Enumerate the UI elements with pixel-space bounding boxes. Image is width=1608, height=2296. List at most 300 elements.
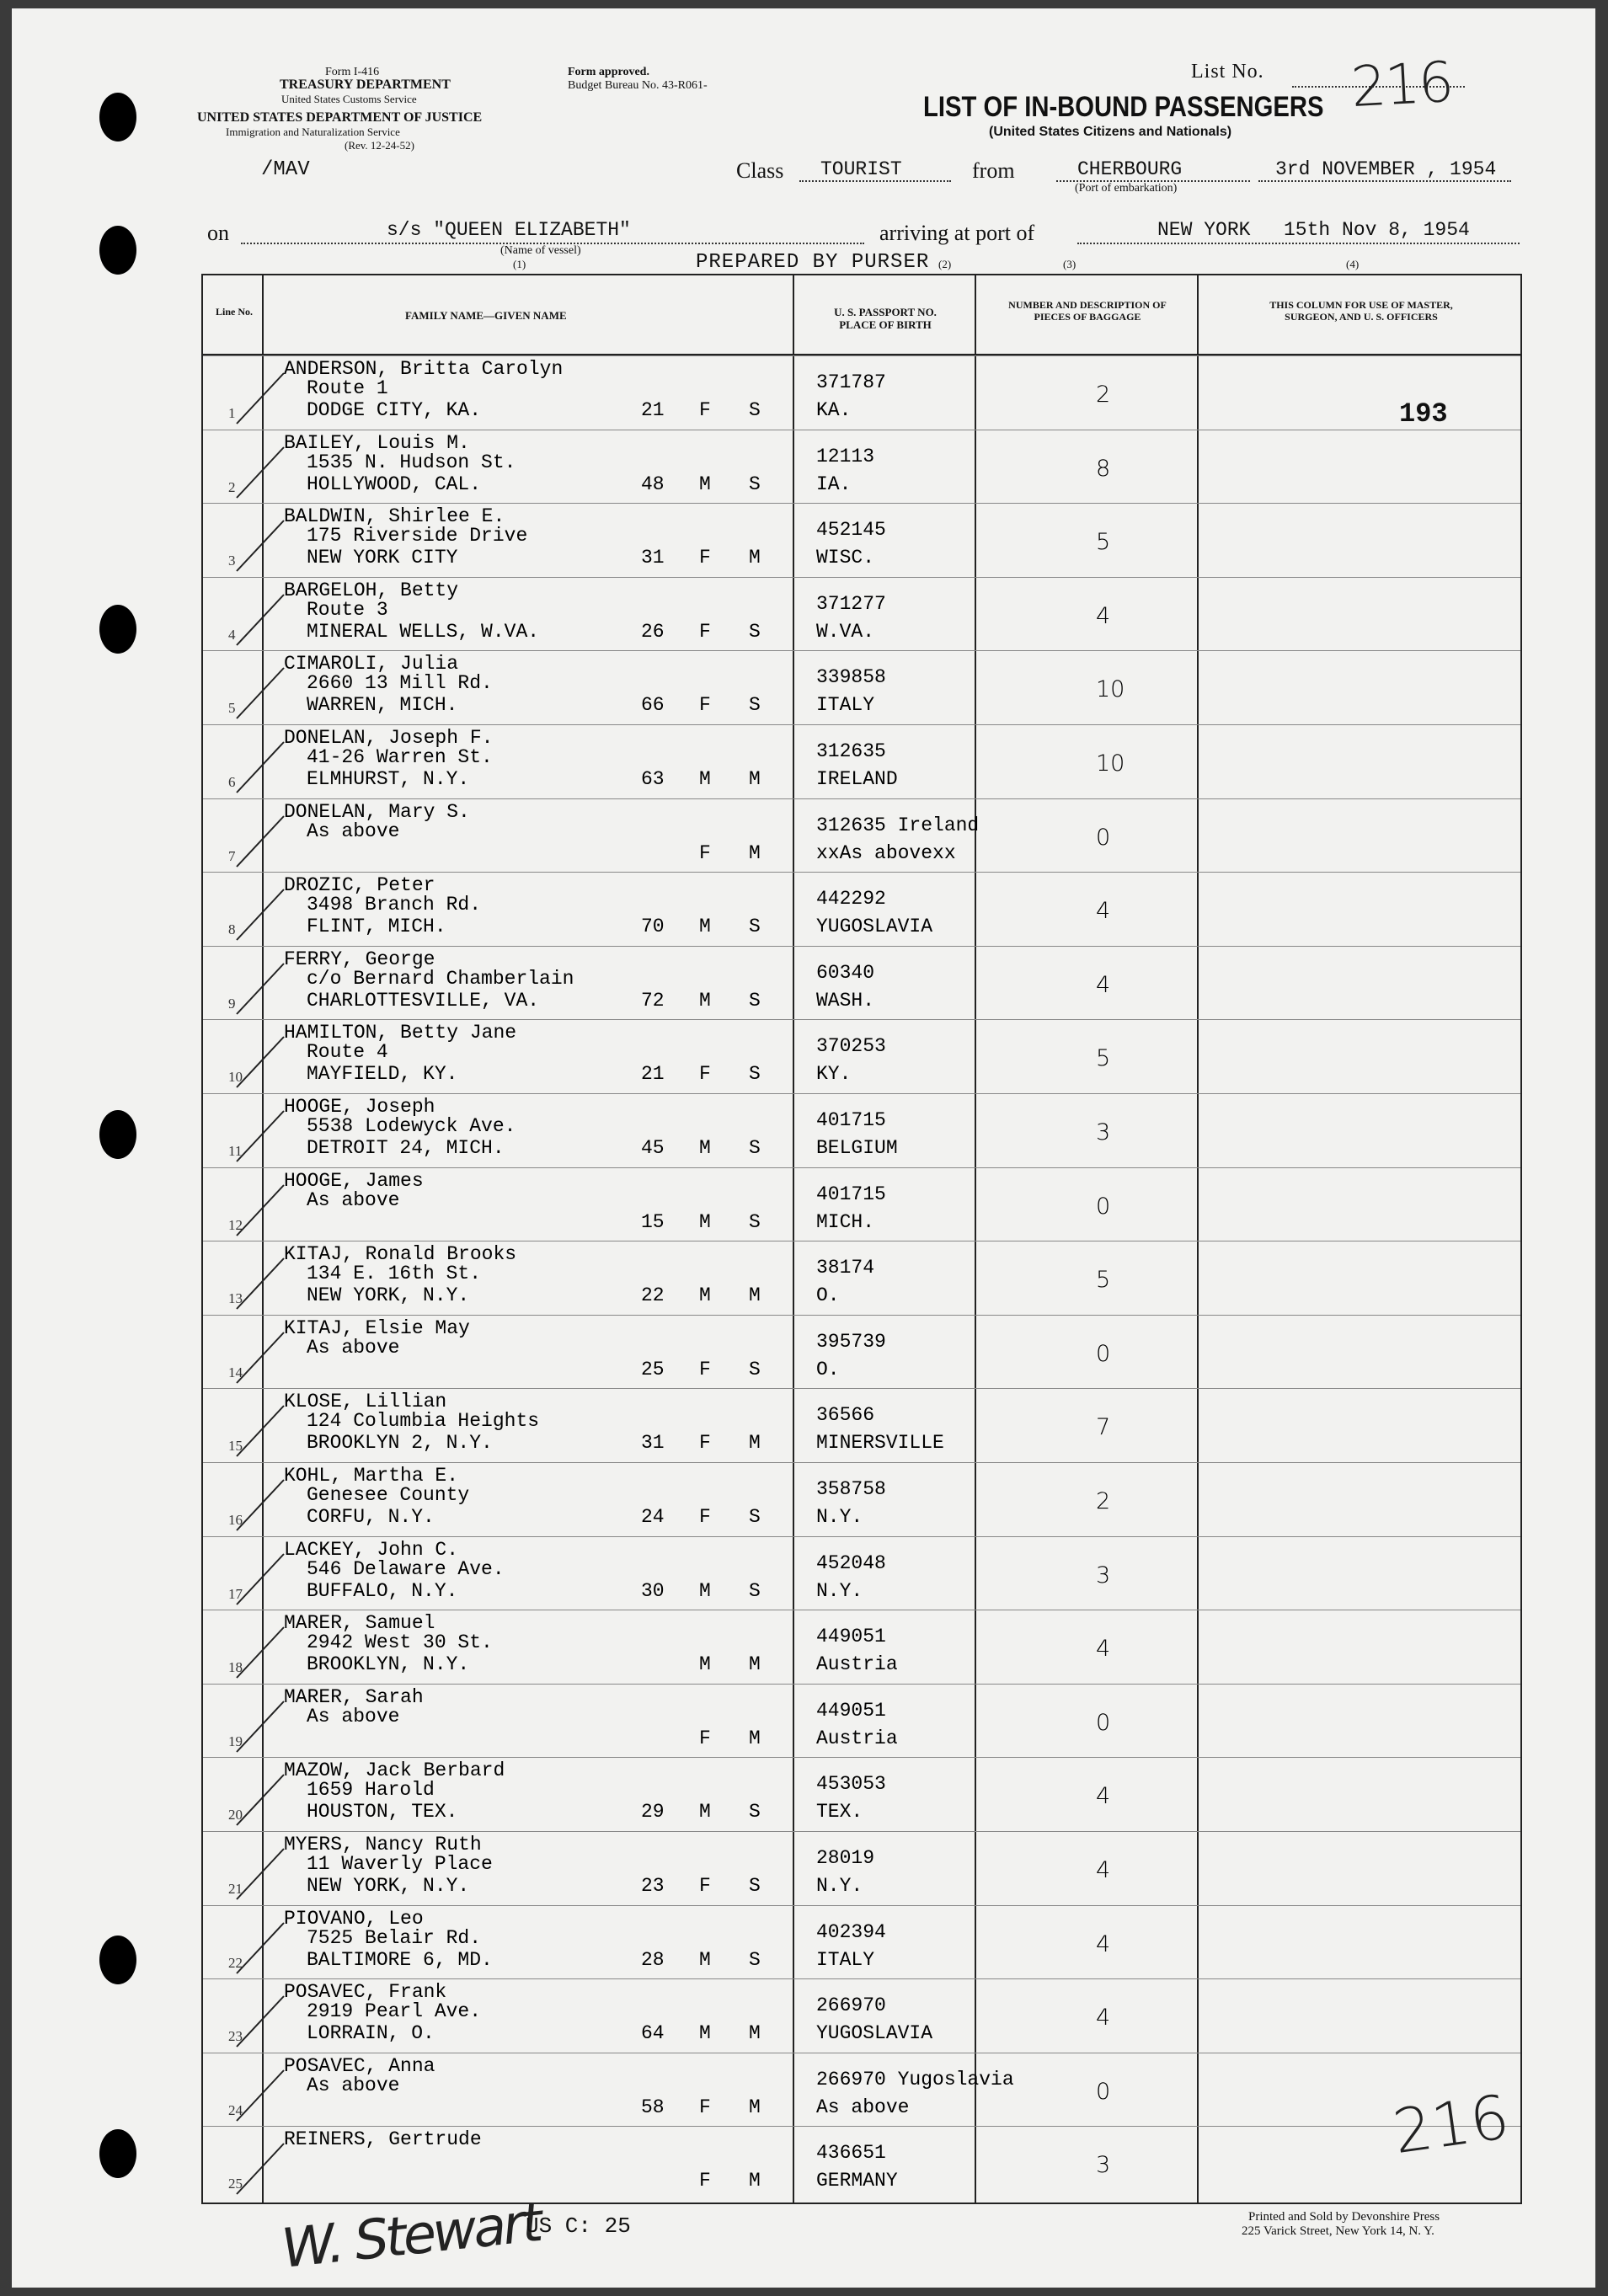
caption-3: (3) (1063, 258, 1076, 270)
passport-number: 339858 (816, 666, 886, 689)
table-row (203, 1019, 1520, 1092)
sex: F (699, 2096, 711, 2118)
total-handwritten: 216 (1388, 2080, 1514, 2168)
check-mark (203, 356, 304, 429)
marital-status: M (749, 1727, 761, 1749)
city-state: MINERAL WELLS, W.VA. (307, 620, 540, 643)
header-passport: U. S. PASSPORT NO. PLACE OF BIRTH (834, 306, 937, 331)
city-state: BALTIMORE 6, MD. (307, 1948, 493, 1971)
sex: M (699, 1284, 711, 1307)
from-label: from (972, 158, 1015, 183)
age: 23 (641, 1875, 665, 1897)
passport-number: 371787 (816, 371, 886, 393)
clerk-initials: /MAV (261, 158, 310, 181)
caption-2: (2) (938, 258, 952, 270)
check-mark (203, 1241, 304, 1314)
table-row (203, 1167, 1520, 1241)
class-label: Class (736, 158, 784, 183)
purser-signature: W. Stewart (278, 2192, 542, 2281)
marital-status: S (749, 1506, 761, 1528)
departure-date: 3rd NOVEMBER , 1954 (1275, 158, 1497, 180)
baggage-count: 0 (1096, 824, 1111, 851)
place-of-birth: As above (816, 2096, 910, 2118)
city-state: HOUSTON, TEX. (307, 1801, 458, 1823)
place-of-birth: ITALY (816, 1948, 875, 1971)
marital-status: S (749, 694, 761, 717)
passport-number: 312635 (816, 740, 886, 762)
ins-label: Immigration and Naturalization Service (226, 125, 400, 138)
passport-number: 12113 (816, 445, 875, 467)
marital-status: M (749, 1284, 761, 1307)
address-line: c/o Bernard Chamberlain (307, 967, 574, 990)
marital-status: M (749, 2022, 761, 2045)
marital-status: M (749, 768, 761, 790)
check-mark (203, 578, 304, 650)
passport-number: 452145 (816, 519, 886, 542)
check-mark (203, 2127, 304, 2199)
baggage-count: 10 (1096, 676, 1125, 703)
age: 30 (641, 1579, 665, 1602)
marital-status: S (749, 620, 761, 643)
baggage-count: 2 (1096, 382, 1111, 408)
sex: F (699, 399, 711, 421)
address-line: 134 E. 16th St. (307, 1263, 482, 1285)
line-number: 23 (228, 2028, 243, 2045)
passport-number: 401715 (816, 1109, 886, 1131)
line-number: 24 (228, 2101, 243, 2118)
vessel-caption: (Name of vessel) (500, 244, 581, 257)
header-line-no: Line No. (215, 306, 253, 318)
document-title: LIST OF IN-BOUND PASSENGERS (923, 91, 1324, 123)
address-line: 2942 West 30 St. (307, 1631, 493, 1654)
check-mark (203, 947, 304, 1019)
baggage-count: 0 (1096, 1709, 1111, 1736)
baggage-count: 4 (1096, 602, 1111, 629)
passenger-name: BALDWIN, Shirlee E. (284, 505, 505, 528)
table-row (203, 355, 1520, 429)
passenger-name: ANDERSON, Britta Carolyn (284, 358, 564, 380)
class-line (799, 180, 951, 182)
baggage-count: 5 (1096, 1045, 1111, 1072)
marital-status: S (749, 1948, 761, 1971)
address-line: 41-26 Warren St. (307, 746, 493, 768)
place-of-birth: O. (816, 1358, 840, 1380)
age: 31 (641, 1432, 665, 1455)
table-row (203, 1684, 1520, 1757)
passport-number: 449051 (816, 1699, 886, 1722)
baggage-count: 5 (1096, 529, 1111, 556)
line-number: 14 (228, 1364, 243, 1380)
marital-status: S (749, 916, 761, 938)
line-number: 15 (228, 1438, 243, 1455)
vessel-name: s/s "QUEEN ELIZABETH" (387, 219, 631, 241)
passenger-name: FERRY, George (284, 948, 435, 970)
arrival-port: NEW YORK (1157, 219, 1251, 241)
baggage-count: 4 (1096, 1636, 1111, 1663)
place-of-birth: N.Y. (816, 1506, 863, 1528)
marital-status: S (749, 989, 761, 1012)
place-of-birth: GERMANY (816, 2170, 898, 2192)
place-of-birth: ITALY (816, 694, 875, 717)
baggage-count: 3 (1096, 2152, 1111, 2179)
passport-number: 266970 (816, 1994, 886, 2017)
table-row (203, 1757, 1520, 1830)
us-citizen-count: US C: 25 (526, 2213, 631, 2239)
check-mark (203, 1610, 304, 1683)
age: 25 (641, 1358, 665, 1380)
table-row (203, 2053, 1520, 2126)
check-mark (203, 1758, 304, 1830)
sex: M (699, 2022, 711, 2045)
table-row (203, 798, 1520, 872)
passenger-name: BAILEY, Louis M. (284, 431, 470, 454)
place-of-birth: WASH. (816, 989, 875, 1012)
port-embark-caption: (Port of embarkation) (1075, 182, 1178, 195)
sex: M (699, 1210, 711, 1233)
age: 26 (641, 620, 665, 643)
address-line: 7525 Belair Rd. (307, 1926, 482, 1949)
on-label: on (207, 221, 229, 245)
baggage-count: 4 (1096, 898, 1111, 925)
baggage-count: 3 (1096, 1119, 1111, 1145)
check-mark (203, 1537, 304, 1610)
baggage-count: 4 (1096, 1857, 1111, 1883)
marital-status: M (749, 1653, 761, 1676)
place-of-birth: Austria (816, 1653, 898, 1676)
address-line: As above (307, 2074, 400, 2096)
address-line: 1659 Harold (307, 1779, 435, 1802)
place-of-birth: N.Y. (816, 1875, 863, 1897)
check-mark (203, 1168, 304, 1241)
sex: F (699, 1063, 711, 1086)
marital-status: M (749, 1432, 761, 1455)
officer-note: 193 (1399, 398, 1448, 430)
place-of-birth: YUGOSLAVIA (816, 2022, 933, 2045)
line-number: 4 (228, 626, 236, 643)
place-of-birth: N.Y. (816, 1579, 863, 1602)
baggage-count: 0 (1096, 1193, 1111, 1220)
age: 72 (641, 989, 665, 1012)
address-line: 5538 Lodewyck Ave. (307, 1115, 516, 1137)
city-state: BUFFALO, N.Y. (307, 1579, 458, 1602)
header-officers: THIS COLUMN FOR USE OF MASTER, SURGEON, AND U. S. OFFICERS (1269, 299, 1453, 323)
table-row (203, 650, 1520, 724)
place-of-birth: IRELAND (816, 768, 898, 790)
table-row (203, 724, 1520, 798)
table-row (203, 1241, 1520, 1314)
baggage-count: 4 (1096, 2005, 1111, 2032)
sex: F (699, 1432, 711, 1455)
table-row (203, 430, 1520, 503)
place-of-birth: O. (816, 1284, 840, 1307)
passenger-name: KITAJ, Ronald Brooks (284, 1243, 517, 1266)
arrival-line (1077, 243, 1520, 244)
check-mark (203, 1979, 304, 2052)
sex: F (699, 620, 711, 643)
passport-number: 266970 Yugoslavia (816, 2068, 1014, 2090)
line-number: 12 (228, 1216, 243, 1233)
punch-hole (99, 2129, 136, 2178)
punch-hole (99, 1110, 136, 1159)
passport-number: 312635 Ireland (816, 814, 980, 836)
table-row (203, 1978, 1520, 2052)
address-line: 1535 N. Hudson St. (307, 451, 516, 473)
age: 45 (641, 1137, 665, 1159)
sex: F (699, 547, 711, 569)
check-mark (203, 1020, 304, 1092)
address-line: 124 Columbia Heights (307, 1410, 540, 1433)
sex: M (699, 768, 711, 790)
baggage-count: 0 (1096, 2078, 1111, 2105)
age: 64 (641, 2022, 665, 2045)
marital-status: M (749, 2096, 761, 2118)
passport-number: 36566 (816, 1404, 875, 1427)
form-number: Form I-416 (325, 66, 380, 78)
check-mark (203, 799, 304, 872)
line-number: 1 (228, 405, 236, 421)
line-number: 22 (228, 1954, 243, 1971)
city-state: BROOKLYN, N.Y. (307, 1653, 470, 1676)
city-state: MAYFIELD, KY. (307, 1063, 458, 1086)
table-row (203, 577, 1520, 650)
list-number-label: List No. (1191, 61, 1264, 83)
marital-status: M (749, 841, 761, 864)
passenger-name: KOHL, Martha E. (284, 1465, 459, 1487)
age: 58 (641, 2096, 665, 2118)
age: 15 (641, 1210, 665, 1233)
passport-number: 449051 (816, 1626, 886, 1648)
prepared-by: PREPARED BY PURSER (696, 251, 930, 274)
sex: M (699, 473, 711, 495)
check-mark (203, 651, 304, 724)
check-mark (203, 1906, 304, 1978)
place-of-birth: KY. (816, 1063, 852, 1086)
baggage-count: 4 (1096, 1783, 1111, 1810)
printer-line-2: 225 Varick Street, New York 14, N. Y. (1242, 2224, 1434, 2238)
sex: M (699, 1137, 711, 1159)
passenger-name: HOOGE, James (284, 1169, 424, 1192)
line-number: 13 (228, 1290, 243, 1307)
passenger-name: MYERS, Nancy Ruth (284, 1834, 482, 1855)
sex: F (699, 2170, 711, 2192)
sex: F (699, 1727, 711, 1749)
check-mark (203, 725, 304, 798)
table-row (203, 1315, 1520, 1388)
passenger-name: DONELAN, Mary S. (284, 800, 470, 823)
place-of-birth: KA. (816, 399, 852, 421)
place-of-birth: WISC. (816, 547, 875, 569)
line-number: 2 (228, 478, 236, 495)
line-number: 8 (228, 921, 236, 938)
address-line: 546 Delaware Ave. (307, 1557, 505, 1580)
passenger-name: POSAVEC, Anna (284, 2054, 435, 2077)
line-number: 7 (228, 847, 236, 864)
header-baggage: NUMBER AND DESCRIPTION OF PIECES OF BAGGAGE (1008, 299, 1167, 323)
city-state: ELMHURST, N.Y. (307, 768, 470, 790)
place-of-birth: W.VA. (816, 620, 875, 643)
age: 29 (641, 1801, 665, 1823)
line-number: 25 (228, 2176, 243, 2192)
table-row (203, 1905, 1520, 1978)
baggage-count: 10 (1096, 750, 1125, 777)
city-state: NEW YORK CITY (307, 547, 458, 569)
line-number: 9 (228, 995, 236, 1012)
caption-4: (4) (1346, 258, 1360, 270)
check-mark (203, 430, 304, 503)
punch-hole (99, 1936, 136, 1984)
check-mark (203, 1832, 304, 1904)
age: 31 (641, 547, 665, 569)
passport-number: 371277 (816, 592, 886, 615)
passenger-name: CIMAROLI, Julia (284, 653, 459, 675)
marital-status: M (749, 2170, 761, 2192)
age: 66 (641, 694, 665, 717)
punch-hole (99, 226, 136, 275)
age: 63 (641, 768, 665, 790)
check-mark (203, 873, 304, 945)
address-line: Route 3 (307, 598, 388, 621)
table-row (203, 1388, 1520, 1461)
arrival-date: 15th Nov 8, 1954 (1284, 219, 1470, 241)
baggage-count: 0 (1096, 1340, 1111, 1367)
treasury-department: TREASURY DEPARTMENT (280, 77, 451, 92)
caption-1: (1) (513, 258, 526, 270)
table-row (203, 1831, 1520, 1904)
punch-hole (99, 605, 136, 654)
passenger-name: DONELAN, Joseph F. (284, 727, 494, 749)
city-state: BROOKLYN 2, N.Y. (307, 1432, 493, 1455)
baggage-count: 5 (1096, 1267, 1111, 1294)
place-of-birth: xxAs abovexx (816, 841, 956, 864)
marital-status: S (749, 1579, 761, 1602)
passport-number: 401715 (816, 1183, 886, 1205)
baggage-count: 7 (1096, 1414, 1111, 1441)
passport-number: 442292 (816, 888, 886, 910)
city-state: DODGE CITY, KA. (307, 399, 482, 421)
line-number: 20 (228, 1807, 243, 1823)
marital-status: M (749, 547, 761, 569)
line-number: 19 (228, 1733, 243, 1749)
table-row (203, 2126, 1520, 2199)
age: 28 (641, 1948, 665, 1971)
age: 21 (641, 399, 665, 421)
baggage-count: 4 (1096, 971, 1111, 998)
check-mark (203, 2053, 304, 2126)
sex: M (699, 916, 711, 938)
place-of-birth: YUGOSLAVIA (816, 916, 933, 938)
passenger-name: BARGELOH, Betty (284, 579, 459, 601)
sex: F (699, 1875, 711, 1897)
budget-bureau: Budget Bureau No. 43-R061- (568, 79, 708, 92)
check-mark (203, 1389, 304, 1461)
address-line: As above (307, 820, 400, 842)
place-of-birth: TEX. (816, 1801, 863, 1823)
place-of-birth: MINERSVILLE (816, 1432, 944, 1455)
age: 70 (641, 916, 665, 938)
passport-number: 38174 (816, 1257, 875, 1279)
passport-number: 28019 (816, 1847, 875, 1869)
line-number: 10 (228, 1069, 243, 1086)
header-name: FAMILY NAME—GIVEN NAME (405, 309, 567, 322)
passenger-name: HAMILTON, Betty Jane (284, 1022, 517, 1044)
table-row (203, 946, 1520, 1019)
marital-status: S (749, 399, 761, 421)
passenger-name: POSAVEC, Frank (284, 1981, 447, 2004)
sex: M (699, 1653, 711, 1676)
check-mark (203, 1685, 304, 1757)
age: 24 (641, 1506, 665, 1528)
city-state: LORRAIN, O. (307, 2022, 435, 2045)
passenger-table (201, 274, 1522, 2204)
department-of-justice: UNITED STATES DEPARTMENT OF JUSTICE (197, 110, 483, 125)
marital-status: S (749, 1801, 761, 1823)
passport-number: 370253 (816, 1035, 886, 1058)
passenger-name: MARER, Sarah (284, 1685, 424, 1708)
passport-number: 436651 (816, 2142, 886, 2165)
arriving-label: arriving at port of (879, 221, 1035, 245)
passenger-name: MARER, Samuel (284, 1612, 435, 1635)
port-of-embarkation: CHERBOURG (1077, 158, 1183, 180)
printer-line-1: Printed and Sold by Devonshire Press (1248, 2210, 1440, 2224)
line-number: 6 (228, 774, 236, 790)
table-row (203, 872, 1520, 945)
age: 22 (641, 1284, 665, 1307)
city-state: FLINT, MICH. (307, 916, 446, 938)
city-state: CHARLOTTESVILLE, VA. (307, 989, 540, 1012)
passport-number: 453053 (816, 1773, 886, 1796)
line-number: 3 (228, 553, 236, 569)
customs-service: United States Customs Service (281, 93, 417, 105)
document-subtitle: (United States Citizens and Nationals) (989, 125, 1232, 139)
table-row (203, 1610, 1520, 1683)
passenger-name: KITAJ, Elsie May (284, 1316, 470, 1339)
form-approved: Form approved. (568, 66, 649, 78)
manifest-page (12, 8, 1595, 2288)
passenger-name: PIOVANO, Leo (284, 1907, 424, 1930)
place-of-birth: MICH. (816, 1210, 875, 1233)
check-mark (203, 504, 304, 576)
address-line: 175 Riverside Drive (307, 525, 528, 547)
passenger-name: LACKEY, John C. (284, 1538, 459, 1561)
list-number-handwritten: 216 (1349, 49, 1454, 120)
baggage-count: 8 (1096, 455, 1111, 482)
line-number: 18 (228, 1659, 243, 1676)
marital-status: S (749, 473, 761, 495)
check-mark (203, 1094, 304, 1167)
check-mark (203, 1463, 304, 1535)
date-line (1258, 180, 1511, 182)
city-state: CORFU, N.Y. (307, 1506, 435, 1528)
line-number: 11 (228, 1143, 243, 1159)
address-line: Route 1 (307, 377, 388, 399)
sex: M (699, 1948, 711, 1971)
check-mark (203, 1316, 304, 1388)
city-state: NEW YORK, N.Y. (307, 1284, 470, 1307)
city-state: HOLLYWOOD, CAL. (307, 473, 482, 495)
table-row (203, 503, 1520, 576)
passport-number: 402394 (816, 1920, 886, 1943)
address-line: As above (307, 1188, 400, 1211)
passenger-name: REINERS, Gertrude (284, 2128, 482, 2151)
sex: F (699, 694, 711, 717)
table-row (203, 1093, 1520, 1167)
place-of-birth: BELGIUM (816, 1137, 898, 1159)
table-row (203, 1536, 1520, 1610)
place-of-birth: IA. (816, 473, 852, 495)
age: 48 (641, 473, 665, 495)
passenger-name: HOOGE, Joseph (284, 1096, 435, 1118)
place-of-birth: Austria (816, 1727, 898, 1749)
